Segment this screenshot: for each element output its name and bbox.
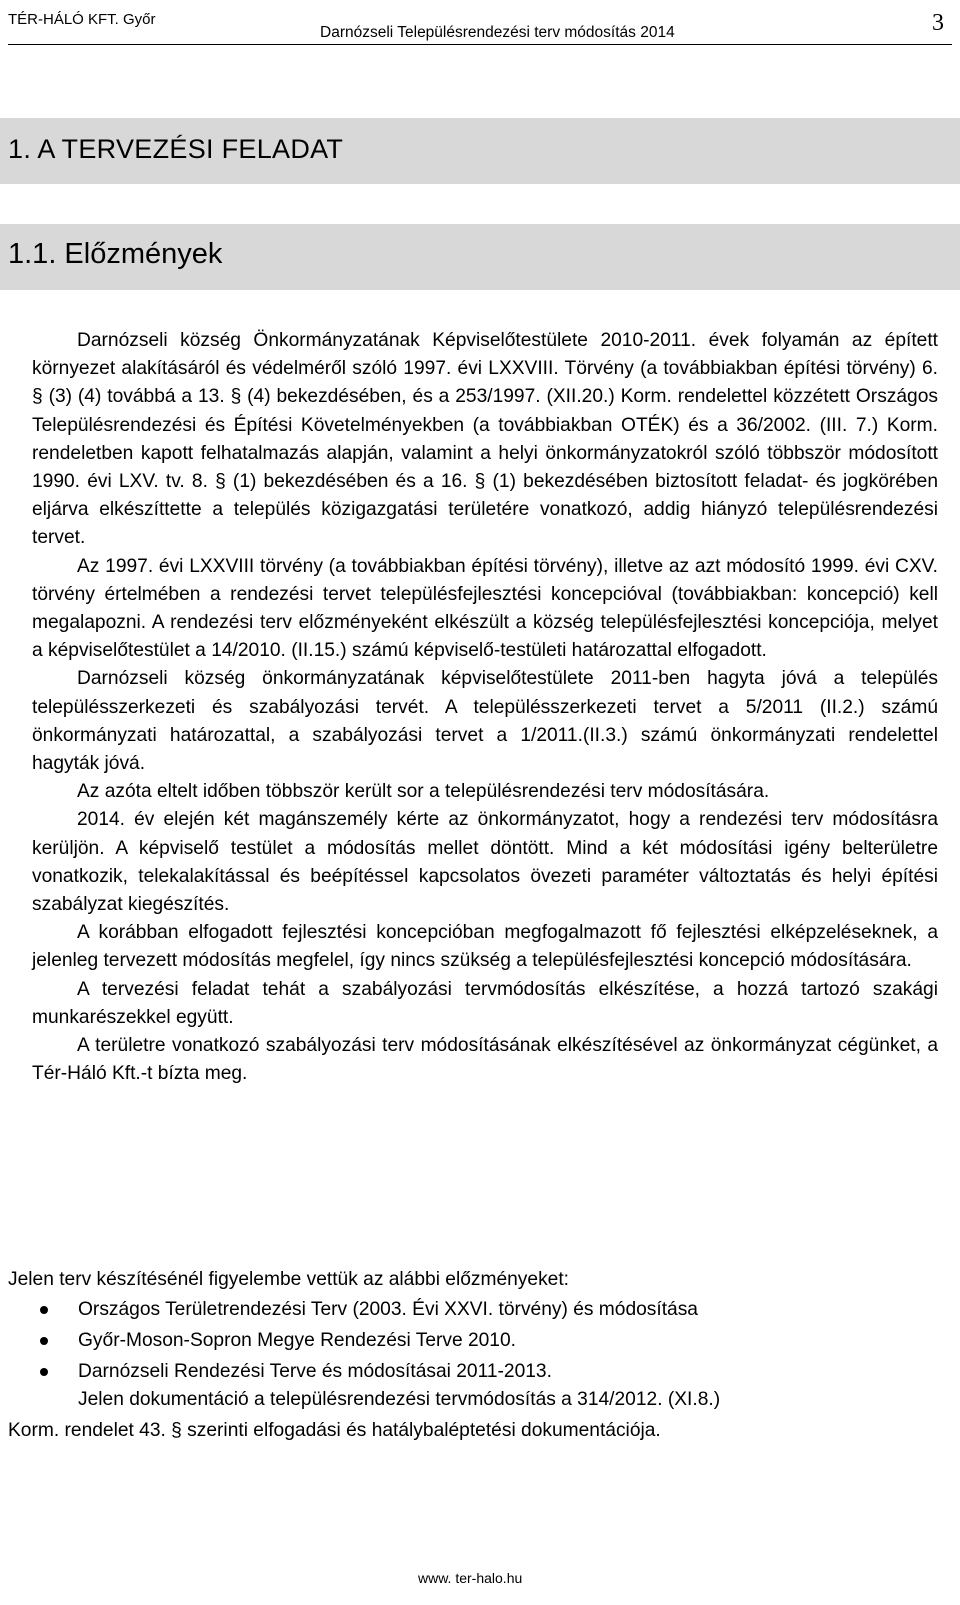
paragraph: Darnózseli község Önkormányzatának Képviselőtestülete 2010-2011. évek folyamán az épített környezet alakításáról és védelméről szóló 1997. évi LXXVIII. Törvény (a továbbiakban építési törvény) 6. § (3) (4) továbbá a 13. § (4) bekezdésében, és a 253/1997. (XII.20.) Korm. rendelettel közzétett Országos Településrendezési és Építési Követelményekben (a továbbiakban OTÉK) és a 36/2002. (III. 7.) Korm. rendeletben kapott felhatalmazás alapján, valamint a helyi önkormányzatokról szóló többször módosított 1990. évi LXV. tv. 8. § (1) bekezdésében és a 16. § (1) bekezdésében biztosított feladat- és jogkörében eljárva elkészíttette a település közigazgatási területére vonatkozó, addig hiányzó településrendezési tervet. — [32, 330, 938, 549]
closing-rest: Korm. rendelet 43. § szerinti elfogadási és hatálybaléptetési dokumentációja. — [8, 1420, 661, 1441]
paragraph: 2014. év elején két magánszemély kérte az önkormányzatot, hogy a rendezési terv módosításra kerüljön. A képviselő testület a módosítás mellet döntött. Mind a két módosítási igény belterületre vonatkozik, telekalakítással és beépítéssel kapcsolatos övezeti paraméter változtatás és helyi építési szabályzat kiegészítés. — [32, 809, 938, 916]
paragraph: Darnózseli község önkormányzatának képviselőtestülete 2011-ben hagyta jóvá a település településszerkezeti és szabályozási tervét. A településszerkezeti tervet a 5/2011 (II.2.) számú önkormányzati határozattal, a szabályozási tervet a 1/2011.(II.3.) számú önkormányzati rendelettel hagyták jóvá. — [32, 668, 938, 775]
list-item-text: Darnózseli Rendezési Terve és módosításai 2011-2013. — [78, 1361, 552, 1382]
header-company: TÉR-HÁLÓ KFT. Győr — [8, 11, 156, 28]
page-header — [8, 8, 952, 42]
page-number: 3 — [932, 10, 944, 36]
list-item-text: Országos Területrendezési Terv (2003. Évi XXVI. törvény) és módosítása — [78, 1299, 698, 1320]
paragraph: A területre vonatkozó szabályozási terv módosításának elkészítésével az önkormányzat cégünket, a Tér-Háló Kft.-t bízta meg. — [32, 1035, 938, 1085]
paragraph: A korábban elfogadott fejlesztési koncepcióban megfogalmazott fő fejlesztési elképzeléseknek, a jelenleg tervezett módosítás megfelel, így nincs szükség a településfejlesztési koncepció módosítására. — [32, 922, 938, 972]
heading-1: 1. A TERVEZÉSI FELADAT — [8, 134, 344, 164]
paragraph: A tervezési feladat tehát a szabályozási tervmódosítás elkészítése, a hozzá tartozó szakági munkarészekkel együtt. — [32, 978, 938, 1028]
header-rule — [8, 44, 952, 45]
bullet-icon — [40, 1337, 48, 1345]
heading-2: 1.1. Előzmények — [8, 238, 223, 270]
body-text — [32, 327, 938, 1088]
paragraph: Az 1997. évi LXXVIII törvény (a továbbiakban építési törvény), illetve az azt módosító 1999. évi CXV. törvény értelmében a rendezési tervet településfejlesztési koncepcióval (továbbiakban: koncepció) kell megalapozni. A rendezési terv előzményeként elkészült a község településfejlesztési koncepciója, melyet a képviselőtestület a 14/2010. (II.15.) számú képviselő-testületi határozattal elfogadott. — [32, 555, 938, 662]
list-item — [0, 1325, 940, 1356]
bullet-list — [0, 1294, 940, 1387]
list-item-text: Győr-Moson-Sopron Megye Rendezési Terve 2010. — [78, 1330, 516, 1351]
paragraph: Az azóta eltelt időben többször került sor a településrendezési terv módosítására. — [77, 781, 770, 803]
heading1-band — [0, 118, 960, 184]
list-item — [0, 1294, 940, 1325]
page-footer: www. ter-halo.hu — [418, 1570, 523, 1586]
heading2-band — [0, 224, 960, 290]
header-document-title: Darnózseli Településrendezési terv módosítás 2014 — [320, 24, 675, 41]
list-item — [0, 1356, 940, 1387]
bullet-icon — [40, 1306, 48, 1314]
list-intro: Jelen terv készítésénél figyelembe vettük az alábbi előzményeket: — [8, 1269, 570, 1290]
closing-paragraph — [8, 1384, 934, 1446]
closing-first-line: Jelen dokumentáció a településrendezési tervmódosítás a 314/2012. (XI.8.) — [78, 1389, 721, 1410]
bullet-icon — [40, 1368, 48, 1376]
